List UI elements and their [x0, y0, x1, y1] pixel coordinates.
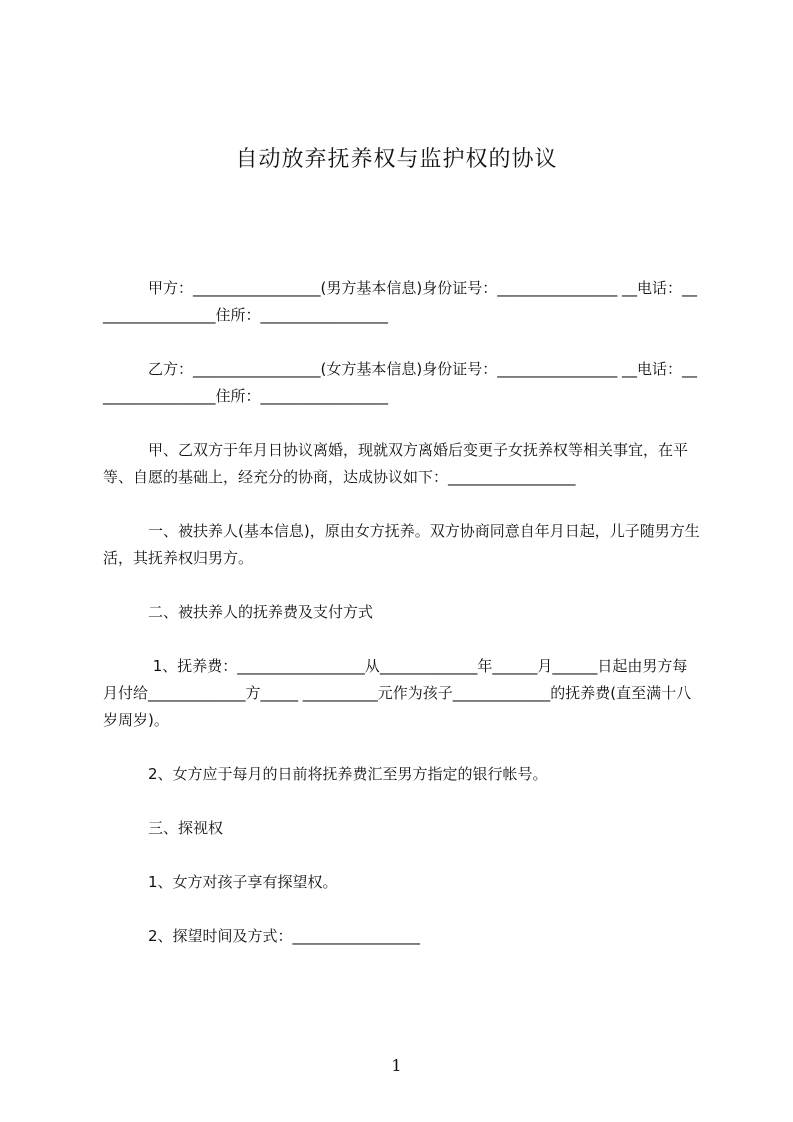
document-title: 自动放弃抚养权与监护权的协议	[235, 147, 558, 172]
clause-one-paragraph: 一、被扶养人(基本信息)，原由女方抚养。双方协商同意自年月日起，儿子随男方生活，其抚养权归男方。	[103, 522, 700, 567]
support-fee-paragraph: 1、抚养费：_________________从_____________年______月______日起由男方每 月付给_____________方_____ __________元作为孩子_____________的抚养费(直至满十八岁周岁)。	[103, 657, 693, 729]
clause-three-heading: 三、探视权	[103, 819, 224, 837]
party-b-paragraph: 乙方：_________________(女方基本信息)身份证号：________________ __电话：_________________住所：_________________	[103, 360, 697, 405]
party-a-paragraph: 甲方：_________________(男方基本信息)身份证号：________________ __电话：_________________住所：_________________	[103, 279, 697, 324]
visitation-time-paragraph: 2、探望时间及方式：_________________	[103, 927, 421, 945]
agreement-intro-paragraph: 甲、乙双方于年月日协议离婚，现就双方离婚后变更子女抚养权等相关事宜，在平等、自愿的基础上，经充分的协商，达成协议如下：_________________	[103, 441, 689, 486]
payment-deadline-paragraph: 2、女方应于每月的日前将抚养费汇至男方指定的银行帐号。	[103, 765, 548, 783]
page-number: 1	[391, 1056, 402, 1075]
visitation-right-paragraph: 1、女方对孩子享有探望权。	[103, 873, 338, 891]
clause-two-heading: 二、被扶养人的抚养费及支付方式	[103, 603, 374, 621]
